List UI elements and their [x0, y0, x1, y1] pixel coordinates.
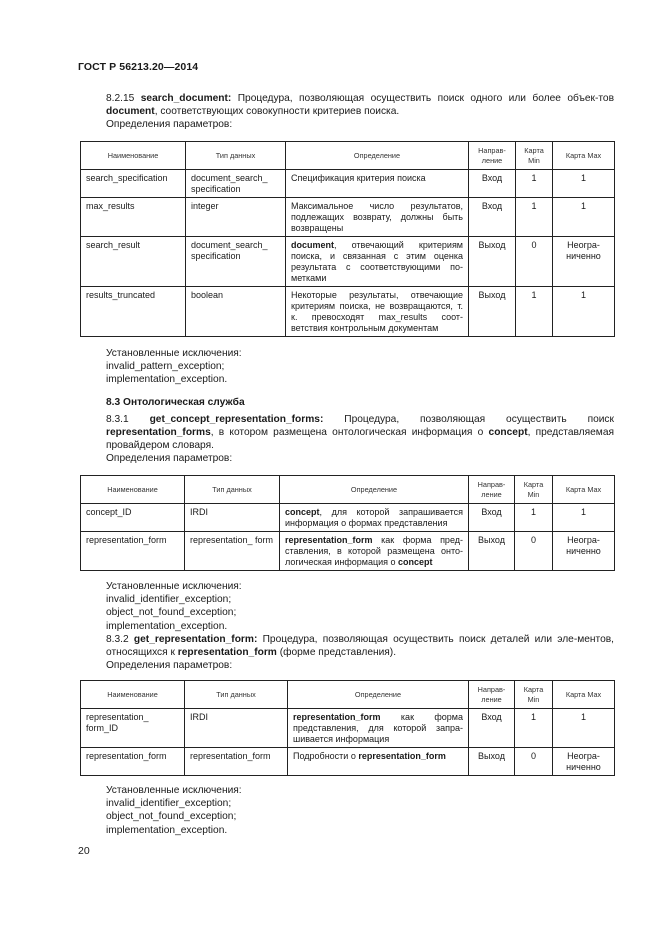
table-row	[81, 198, 615, 237]
column-header: Определение	[288, 681, 469, 709]
exception-item: object_not_found_exception;	[106, 607, 237, 619]
page-number: 20	[78, 845, 90, 857]
table-row	[81, 532, 615, 571]
param-min-cell: 1	[515, 504, 553, 532]
param-name-cell: search_specification	[81, 170, 186, 198]
param-direction-cell: Выход	[469, 532, 515, 571]
param-max-cell: 1	[553, 287, 615, 337]
param-type-cell: document_search_ specification	[186, 237, 286, 287]
column-header: Карта Max	[553, 476, 615, 504]
param-definition-cell	[286, 170, 469, 198]
param-name-cell: representation_form	[81, 532, 185, 571]
definition-text: Спецификация критерия поиска	[291, 173, 426, 183]
intro-term: concept	[488, 427, 528, 438]
param-max-cell: 1	[553, 170, 615, 198]
definition-term: document	[291, 240, 335, 250]
parameters-table-representation-form	[80, 680, 615, 776]
section-8-3-1-intro	[78, 413, 614, 465]
column-header: Карта Max	[553, 142, 615, 170]
column-header: Карта Min	[515, 476, 553, 504]
table-row	[81, 170, 615, 198]
param-name-cell: search_result	[81, 237, 186, 287]
section-8-2-15-intro	[78, 92, 614, 131]
param-definition-cell	[286, 287, 469, 337]
param-definition-cell	[288, 748, 469, 776]
param-max-cell: Неогра-ниченно	[553, 237, 615, 287]
param-max-cell: 1	[553, 504, 615, 532]
param-direction-cell: Выход	[469, 287, 516, 337]
exceptions-label: Установленные исключения:	[106, 348, 242, 359]
section-number: 8.2.15	[106, 93, 135, 104]
params-label: Определения параметров:	[106, 453, 233, 464]
parameters-table-search-document	[80, 141, 615, 337]
exceptions-list-8-2-15	[106, 347, 242, 387]
document-header: ГОСТ Р 56213.20—2014	[78, 61, 199, 73]
param-min-cell: 0	[515, 532, 553, 571]
param-max-cell: 1	[553, 198, 615, 237]
definition-term: representation_form	[285, 535, 373, 545]
param-max-cell: Неогра-ниченно	[553, 748, 615, 776]
param-type-cell: document_search_ specification	[186, 170, 286, 198]
param-type-cell: integer	[186, 198, 286, 237]
definition-text: Некоторые результаты, отвечающие критериям поиска, не возвращаются, т. к. превосходят max_results соот-ветствия контрольным документам	[291, 290, 463, 333]
table-row	[81, 287, 615, 337]
column-header: Наименование	[81, 142, 186, 170]
param-direction-cell: Вход	[469, 504, 515, 532]
exceptions-label: Установленные исключения:	[106, 581, 242, 592]
column-header: Направ-ление	[469, 681, 515, 709]
exceptions-list-8-3-1	[106, 580, 242, 633]
column-header: Наименование	[81, 681, 185, 709]
column-header: Тип данных	[186, 142, 286, 170]
column-header: Направ-ление	[469, 142, 516, 170]
exception-item: invalid_identifier_exception;	[106, 798, 232, 810]
param-direction-cell: Вход	[469, 198, 516, 237]
intro-text: (форме представления).	[276, 647, 397, 658]
definition-text: Максимальное число результатов, подлежащих возврату, должны быть возвращены	[291, 201, 463, 233]
param-definition-cell	[280, 504, 469, 532]
function-name: get_representation_form:	[133, 634, 258, 645]
param-max-cell: Неогра-ниченно	[553, 532, 615, 571]
param-min-cell: 1	[515, 709, 553, 748]
function-name: search_document:	[140, 93, 232, 104]
param-type-cell: IRDI	[185, 504, 280, 532]
parameters-table-concept-representation-forms	[80, 475, 615, 571]
exceptions-label: Установленные исключения:	[106, 785, 242, 796]
function-name: get_concept_representation_forms:	[149, 414, 324, 425]
column-header: Наименование	[81, 476, 185, 504]
definition-term: concept	[285, 507, 320, 517]
definition-term: concept	[398, 557, 433, 567]
intro-text: , соответствующих совокупности критериев поиска.	[154, 106, 400, 117]
intro-term: document	[106, 106, 155, 117]
param-definition-cell	[280, 532, 469, 571]
param-direction-cell: Вход	[469, 709, 515, 748]
section-8-3-heading	[78, 396, 614, 409]
exception-item: invalid_identifier_exception;	[106, 594, 232, 606]
exception-item: implementation_exception.	[106, 620, 228, 632]
definition-text: как форма представления, для которой запра-шивается информация	[293, 712, 463, 744]
param-type-cell: representation_form	[185, 748, 288, 776]
param-min-cell: 1	[516, 198, 553, 237]
param-direction-cell: Выход	[469, 237, 516, 287]
param-min-cell: 0	[515, 748, 553, 776]
column-header: Карта Min	[515, 681, 553, 709]
params-label: Определения параметров:	[106, 660, 233, 671]
intro-text: , в котором размещена онтологическая информация о	[210, 427, 489, 438]
param-min-cell: 0	[516, 237, 553, 287]
definition-text: , для которой запрашивается информация о формах представления	[285, 507, 463, 528]
intro-term: representation_form	[177, 647, 277, 658]
exception-item: implementation_exception.	[106, 374, 228, 386]
section-number: 8.3.2	[106, 634, 129, 645]
param-type-cell: IRDI	[185, 709, 288, 748]
exception-item: invalid_pattern_exception;	[106, 361, 225, 373]
definition-term: representation_form	[358, 751, 446, 761]
section-8-3-2-intro	[78, 633, 614, 672]
exception-item: object_not_found_exception;	[106, 811, 237, 823]
param-direction-cell: Вход	[469, 170, 516, 198]
table-row	[81, 709, 615, 748]
definition-text: , отвечающий критериям поиска, и связанная с этим оценка результата с соответствующими по-метками	[291, 240, 463, 283]
table-row	[81, 237, 615, 287]
param-type-cell: boolean	[186, 287, 286, 337]
section-title: Онтологическая служба	[123, 397, 245, 408]
param-name-cell: max_results	[81, 198, 186, 237]
column-header: Карта Max	[553, 681, 615, 709]
param-min-cell: 1	[516, 287, 553, 337]
param-definition-cell	[286, 198, 469, 237]
column-header: Направ-ление	[469, 476, 515, 504]
column-header: Определение	[286, 142, 469, 170]
definition-term: representation_form	[293, 712, 381, 722]
definition-text: Подробности о	[293, 751, 359, 761]
table-row	[81, 748, 615, 776]
column-header: Определение	[280, 476, 469, 504]
exception-item: implementation_exception.	[106, 824, 228, 836]
params-label: Определения параметров:	[106, 119, 233, 130]
param-definition-cell	[286, 237, 469, 287]
param-max-cell: 1	[553, 709, 615, 748]
param-name-cell: concept_ID	[81, 504, 185, 532]
table-row	[81, 504, 615, 532]
param-name-cell: results_truncated	[81, 287, 186, 337]
intro-text: Процедура, позволяющая осуществить поиск деталей или эле-ментов, относящихся к	[106, 634, 614, 658]
section-number: 8.3.1	[106, 414, 129, 425]
param-name-cell: representation_form	[81, 748, 185, 776]
param-name-cell: representation_ form_ID	[81, 709, 185, 748]
param-min-cell: 1	[516, 170, 553, 198]
param-direction-cell: Выход	[469, 748, 515, 776]
column-header: Тип данных	[185, 476, 280, 504]
definition-text: как форма пред-ставления, в которой размещена онто-логическая информация о	[285, 535, 463, 567]
intro-text: Процедура, позволяющая осуществить поиск одного или более объек-тов	[231, 93, 614, 104]
param-definition-cell	[288, 709, 469, 748]
section-number: 8.3	[106, 397, 121, 408]
column-header: Карта Min	[516, 142, 553, 170]
intro-term: representation_forms	[106, 427, 211, 438]
column-header: Тип данных	[185, 681, 288, 709]
intro-text: , представляемая провайдером словаря.	[106, 427, 614, 451]
intro-text: Процедура, позволяющая осуществить поиск	[323, 414, 614, 425]
exceptions-list-8-3-2	[106, 784, 242, 837]
param-type-cell: representation_ form	[185, 532, 280, 571]
